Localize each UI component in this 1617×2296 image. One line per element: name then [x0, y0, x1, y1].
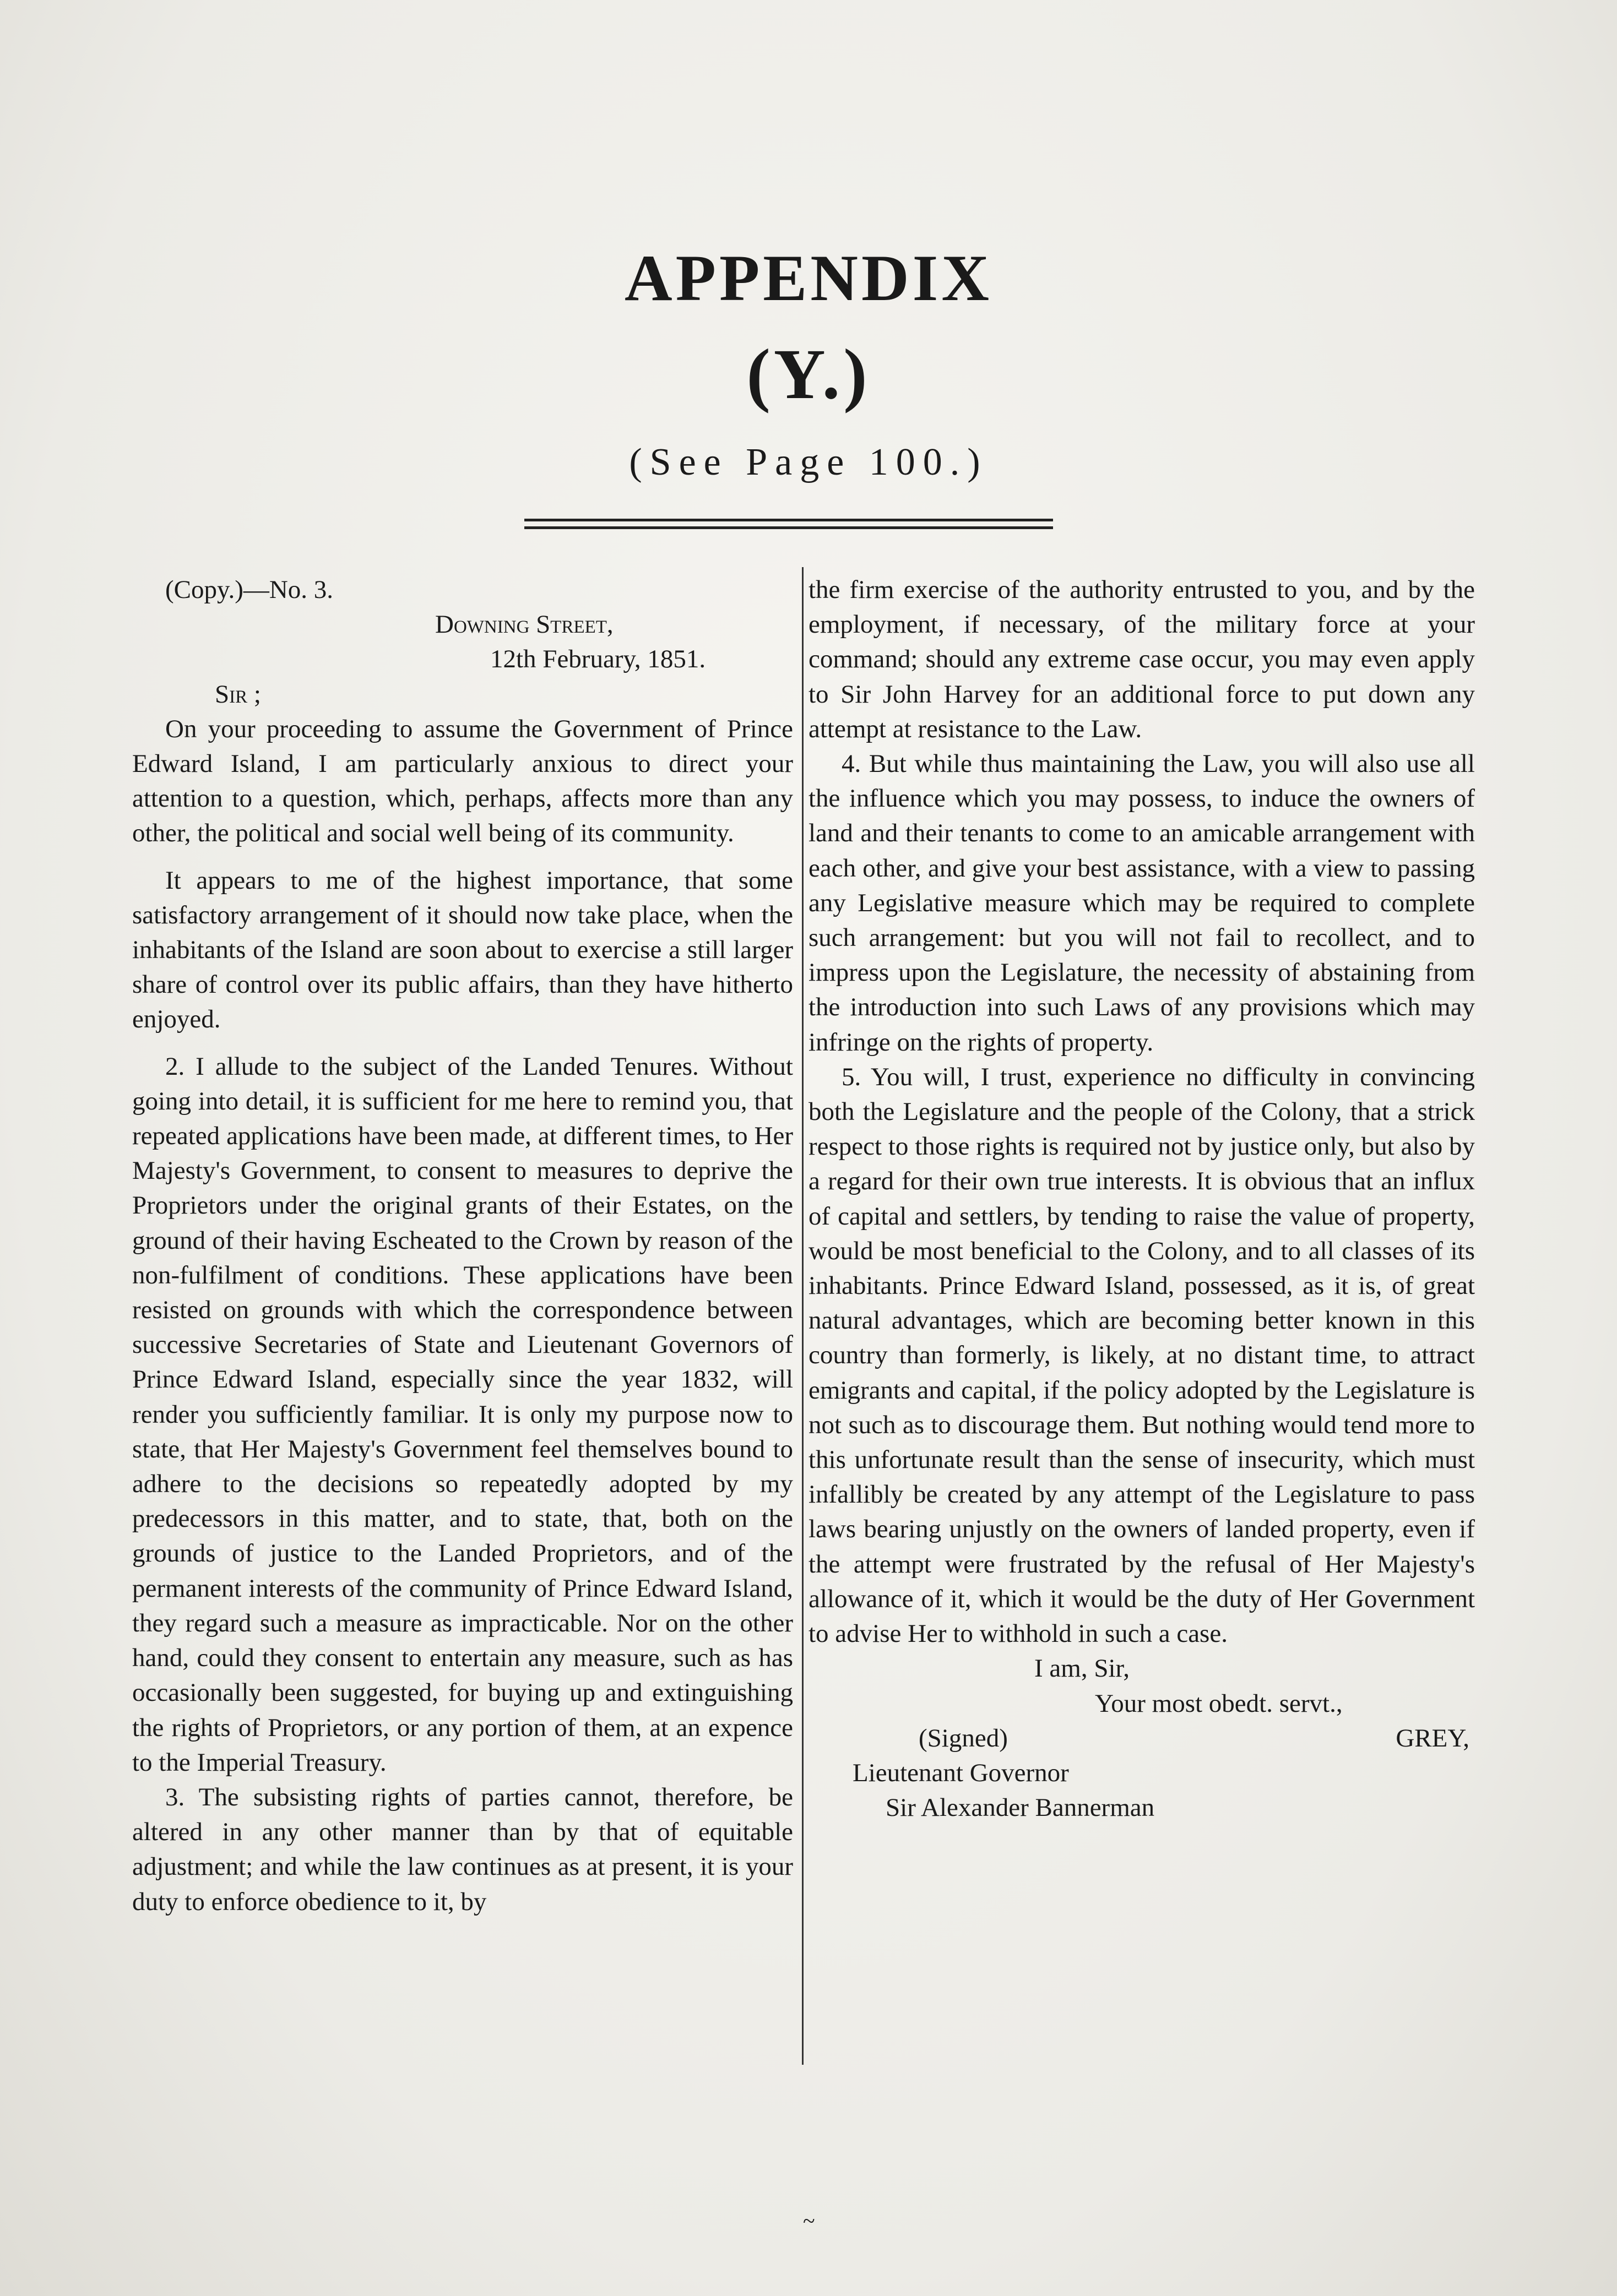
- paragraph-intro: On your proceeding to assume the Government of Prince Edward Island, I am particularly anxious to direct your attention to a question, which, perhaps, affects more than any other, the political and social well being of its community.: [132, 714, 793, 848]
- page-reference: (See Page 100.): [629, 441, 988, 483]
- appendix-letter: (Y.): [746, 335, 871, 414]
- address-street: Downing Street,: [435, 610, 614, 639]
- left-column: [132, 573, 793, 1919]
- signature-row: [808, 1721, 1475, 1756]
- closing-servant: Your most obedt. servt.,: [1095, 1689, 1343, 1718]
- appendix-title: APPENDIX: [625, 241, 992, 314]
- copy-label: (Copy.)—No. 3.: [165, 575, 334, 604]
- paragraph-3-continued: the firm exercise of the authority entrusted to you, and by the employment, if necessary, of the military force at your command; should any extreme case occur, you may even apply to Sir John Harvey for an additional force to put down any attempt at resistance to the Law.: [808, 575, 1475, 743]
- signed-label: (Signed): [919, 1723, 1008, 1753]
- paragraph-2: 2. I allude to the subject of the Landed Tenures. Without going into detail, it is sufficient for me here to remind you, that repeated applications have been made, at different times, to Her Majesty's Government, to consent to measures to deprive the Proprietors under the original grants of their Estates, on the ground of their having Escheated to the Crown by reason of the non-fulfilment of conditions. These applications have been resisted on grounds with which the correspondence between successive Secretaries of State and Lieutenant Governors of Prince Edward Island, especially since the year 1832, will render you sufficiently familiar. It is only my purpose now to state, that Her Majesty's Government feel themselves bound to adhere to the decisions so repeatedly adopted by my predecessors in this matter, and to state, that, both on the grounds of justice to the Landed Proprietors, and of the permanent interests of the community of Prince Edward Island, they regard such a measure as impracticable. Nor on the other hand, could they consent to entertain any measure, such as has occasionally been suggested, for buying up and extinguishing the rights of Proprietors, or any portion of them, at an expence to the Imperial Treasury.: [132, 1052, 793, 1777]
- paragraph-5: 5. You will, I trust, experience no difficulty in convincing both the Legislature and the people of the Colony, that a strick respect to those rights is required not by justice only, but also by a regard for their own true interests. It is obvious that an influx of capital and settlers, by tending to raise the value of property, would be most beneficial to the Colony, and to all classes of its inhabitants. Prince Edward Island, possessed, as it is, of great natural advantages, which are becoming better known in this country than formerly, is likely, at no distant time, to attract emigrants and capital, if the policy adopted by the Legislature is not such as to discourage them. But nothing would tend more to this unfortunate result than the sense of insecurity, which must infallibly be created by any attempt of the Legislature to pass laws bearing unjustly on the owners of landed property, even if the attempt were frustrated by the refusal of Her Majesty's allowance of it, which it would be the duty of Her Government to advise Her to withhold in such a case.: [808, 1062, 1475, 1648]
- recipient-title: Lieutenant Governor: [853, 1758, 1069, 1787]
- title-rule-top: [524, 519, 1053, 521]
- paragraph-3: 3. The subsisting rights of parties cannot, therefore, be altered in any other manner than by that of equitable adjustment; and while the law continues as at present, it is your duty to enforce obedience to it, by: [132, 1782, 793, 1916]
- paragraph-4: 4. But while thus maintaining the Law, you will also use all the influence which you may possess, to induce the owners of land and their tenants to come to an amicable arrangement with each other, and give your best assistance, with a view to passing any Legislative measure which may be required to complete such arrangement: but you will not fail to recollect, and to impress upon the Legislature, the necessity of abstaining from the introduction into such Laws of any provisions which may infringe on the rights of property.: [808, 749, 1475, 1057]
- signer-name: GREY,: [1396, 1723, 1469, 1753]
- closing: I am, Sir,: [1034, 1654, 1130, 1683]
- right-column: [808, 573, 1475, 1825]
- paragraph-importance: It appears to me of the highest importance, that some satisfactory arrangement of it should now take place, when the inhabitants of the Island are soon about to exercise a still larger share of control over its public affairs, than they have hitherto enjoyed.: [132, 866, 793, 1034]
- column-divider: [802, 567, 804, 2065]
- recipient-name: Sir Alexander Bannerman: [886, 1793, 1155, 1822]
- letter-date: 12th February, 1851.: [490, 645, 706, 674]
- footer-mark: ~: [803, 2208, 815, 2233]
- title-rule-bottom: [524, 526, 1053, 529]
- salutation: Sir ;: [215, 679, 261, 709]
